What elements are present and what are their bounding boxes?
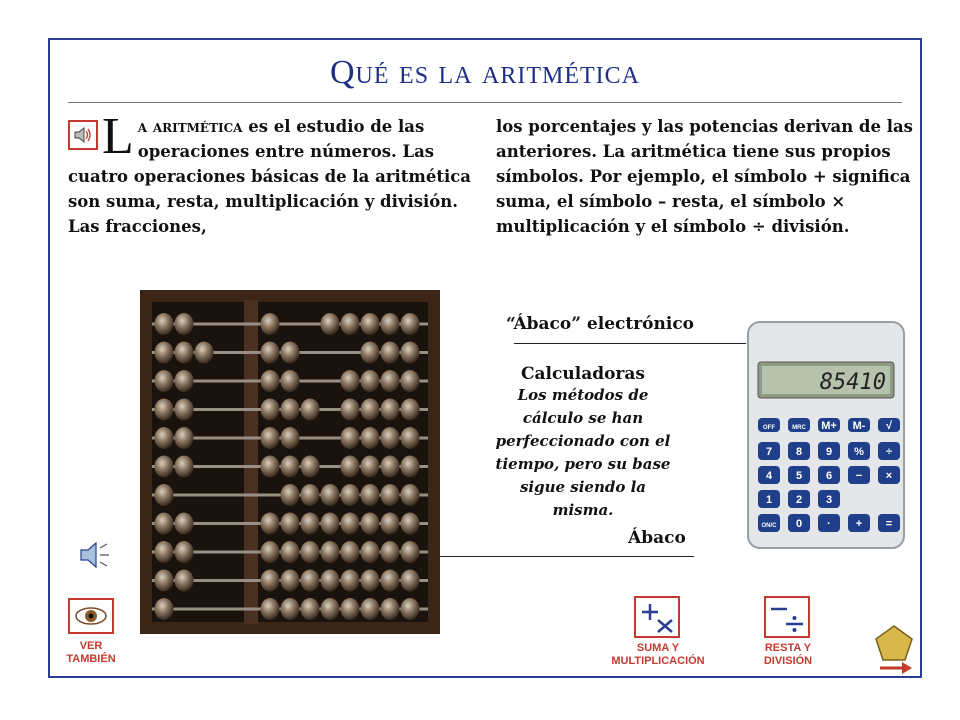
abacus-bead — [401, 513, 420, 535]
abacus-bead — [401, 427, 420, 449]
sub-div-label[interactable]: RESTA Y DIVISIÓN — [763, 642, 813, 667]
calculator-key-label: 3 — [825, 494, 833, 506]
abacus-bead — [381, 313, 400, 335]
electronic-abacus-label: “Ábaco” electrónico — [506, 314, 695, 334]
calculators-description: Los métodos de cálculo se han perfeccionado con el tiempo, pero su base sigue siendo la misma. — [495, 386, 671, 519]
abacus-bead — [401, 313, 420, 335]
calculator-key-label: ÷ — [885, 446, 893, 458]
calculator-key-label: 6 — [825, 470, 833, 482]
abacus-bead — [261, 370, 280, 392]
abacus-bead — [401, 598, 420, 620]
abacus-bead — [401, 484, 420, 506]
abacus-bead — [281, 399, 300, 421]
abacus-bead — [261, 342, 280, 364]
abacus-bead — [155, 427, 174, 449]
abacus-bead — [301, 541, 320, 563]
abacus-bead — [301, 570, 320, 592]
calculator-key-label: 2 — [795, 494, 803, 506]
abacus-bead — [155, 342, 174, 364]
page-title: Qué es la aritmética — [329, 54, 641, 91]
abacus-bead — [281, 342, 300, 364]
abacus-bead — [321, 313, 340, 335]
abacus-bead — [281, 598, 300, 620]
abacus-bead — [281, 484, 300, 506]
abacus-bead — [401, 399, 420, 421]
abacus-bead — [175, 342, 194, 364]
abacus-bead — [381, 484, 400, 506]
abacus-bead — [261, 570, 280, 592]
abacus-bead — [155, 513, 174, 535]
abacus-bead — [175, 570, 194, 592]
lead-words: a aritmética — [137, 117, 243, 136]
abacus-bead — [341, 427, 360, 449]
abacus-bead — [361, 313, 380, 335]
speaker-icon — [78, 540, 112, 570]
abacus-bead — [155, 313, 174, 335]
abacus-bead — [381, 541, 400, 563]
abacus-bead — [321, 513, 340, 535]
abacus-bead — [155, 456, 174, 478]
abacus-bead — [281, 370, 300, 392]
abacus-bead — [175, 370, 194, 392]
abacus-bead — [175, 427, 194, 449]
abacus-bead — [155, 399, 174, 421]
abacus-bead — [281, 570, 300, 592]
abacus-bead — [361, 513, 380, 535]
electronic-abacus-line — [514, 343, 746, 344]
abacus-bead — [281, 513, 300, 535]
calculator-key-label: 4 — [765, 470, 773, 482]
abacus-bead — [321, 541, 340, 563]
abacus-bead — [341, 456, 360, 478]
abacus-bead — [341, 598, 360, 620]
sum-mult-button[interactable] — [634, 596, 680, 638]
abacus-bead — [361, 342, 380, 364]
audio-button-bottom[interactable] — [78, 540, 112, 570]
abacus-bead — [381, 598, 400, 620]
abacus-bead — [341, 399, 360, 421]
abacus-bead — [175, 313, 194, 335]
calculator-key-label: 5 — [795, 470, 803, 482]
eye-icon — [70, 600, 112, 632]
abacus-bead — [381, 456, 400, 478]
next-arrow-icon — [872, 624, 916, 676]
abacus-bead — [381, 342, 400, 364]
intro-text-right: los porcentajes y las potencias derivan de las anteriores. La aritmética tiene sus propios símbolos. Por ejemplo, el símbolo + significa suma, el símbolo – resta, el símbolo × multiplicación y el símbolo ÷ división. — [496, 117, 913, 236]
calculator-key-label: 9 — [825, 446, 833, 458]
title-divider — [68, 102, 902, 103]
abacus-bead — [341, 541, 360, 563]
abacus-bead — [361, 370, 380, 392]
abacus-bead — [321, 598, 340, 620]
calculator-key-label: − — [855, 470, 863, 482]
abacus-bead — [175, 541, 194, 563]
abacus-bead — [281, 456, 300, 478]
calculator-key-label: = — [885, 518, 893, 530]
abacus-bead — [301, 513, 320, 535]
plus-times-icon — [636, 598, 678, 636]
audio-button[interactable] — [68, 120, 98, 150]
intro-text-left — [68, 108, 480, 239]
abacus-bead — [155, 484, 174, 506]
see-also-button[interactable] — [68, 598, 114, 634]
abacus-bead — [301, 484, 320, 506]
abacus-bead — [341, 570, 360, 592]
abacus-bead — [361, 484, 380, 506]
calculator-key-label: M+ — [821, 420, 837, 432]
calculator-key-label: M- — [852, 420, 866, 432]
calculator-key-label: 0 — [795, 518, 803, 530]
calculator-key-label: ON/C — [761, 523, 777, 529]
abacus-bead — [155, 570, 174, 592]
calculator-key-label: × — [885, 470, 893, 482]
abacus-bead — [381, 427, 400, 449]
abacus-label: Ábaco — [628, 528, 686, 548]
abacus-bead — [155, 370, 174, 392]
abacus-bead — [341, 370, 360, 392]
abacus-bead — [175, 456, 194, 478]
abacus-bead — [381, 370, 400, 392]
abacus-bead — [155, 541, 174, 563]
abacus-bead — [341, 513, 360, 535]
sub-div-button[interactable] — [764, 596, 810, 638]
abacus-line — [440, 556, 694, 557]
calculator-key-label: % — [854, 446, 864, 458]
calculator-key-label: MRC — [792, 425, 806, 431]
abacus-bead — [381, 570, 400, 592]
abacus-bead — [261, 399, 280, 421]
abacus-bead — [401, 456, 420, 478]
abacus-bead — [175, 399, 194, 421]
abacus-bead — [155, 598, 174, 620]
abacus-bead — [301, 399, 320, 421]
abacus-bead — [361, 598, 380, 620]
abacus-bead — [281, 541, 300, 563]
abacus-bead — [401, 570, 420, 592]
abacus-bead — [361, 456, 380, 478]
abacus-bead — [401, 342, 420, 364]
calculator-key-label: · — [827, 518, 831, 530]
dropcap-group — [68, 108, 134, 165]
abacus-bead — [261, 456, 280, 478]
abacus-bead — [341, 484, 360, 506]
calculators-heading: Calculadoras — [521, 364, 645, 384]
abacus-bead — [361, 570, 380, 592]
abacus-bead — [195, 342, 214, 364]
calculator-key-label: 8 — [795, 446, 803, 458]
abacus-bead — [321, 484, 340, 506]
abacus-bead — [401, 370, 420, 392]
calculator-key-label: 7 — [765, 446, 773, 458]
calculator-display: 85410 — [819, 370, 886, 395]
calculator-image — [746, 320, 906, 550]
abacus-bead — [361, 427, 380, 449]
abacus-bead — [301, 598, 320, 620]
minus-divide-icon — [766, 598, 808, 636]
abacus-bead — [301, 456, 320, 478]
abacus-bead — [321, 570, 340, 592]
abacus-image — [140, 290, 440, 634]
left-paragraph: es el estudio de las operaciones entre números. Las cuatro operaciones básicas de la aritmética son suma, resta, multiplicación y división. Las fracciones, — [68, 117, 471, 236]
calculator-key-label: √ — [885, 420, 893, 432]
abacus-bead — [261, 513, 280, 535]
abacus-bead — [401, 541, 420, 563]
abacus-bead — [261, 427, 280, 449]
sum-mult-label[interactable]: SUMA Y MULTIPLICACIÓN — [611, 642, 705, 667]
abacus-bead — [381, 513, 400, 535]
page-frame — [48, 38, 922, 678]
calculator-key-label: + — [855, 518, 863, 530]
dropcap-letter: L — [102, 108, 134, 165]
calculator-key-label: 1 — [765, 494, 773, 506]
abacus-bead — [261, 598, 280, 620]
see-also-label[interactable]: VER TAMBIÉN — [66, 640, 116, 665]
abacus-bead — [361, 399, 380, 421]
abacus-bead — [381, 399, 400, 421]
speaker-icon — [73, 126, 93, 144]
abacus-bead — [175, 513, 194, 535]
abacus-bead — [281, 427, 300, 449]
abacus-bead — [261, 541, 280, 563]
next-button[interactable] — [872, 624, 916, 676]
abacus-bead — [261, 313, 280, 335]
calculator-key-label: OFF — [763, 425, 775, 431]
abacus-bead — [341, 313, 360, 335]
abacus-bead — [361, 541, 380, 563]
